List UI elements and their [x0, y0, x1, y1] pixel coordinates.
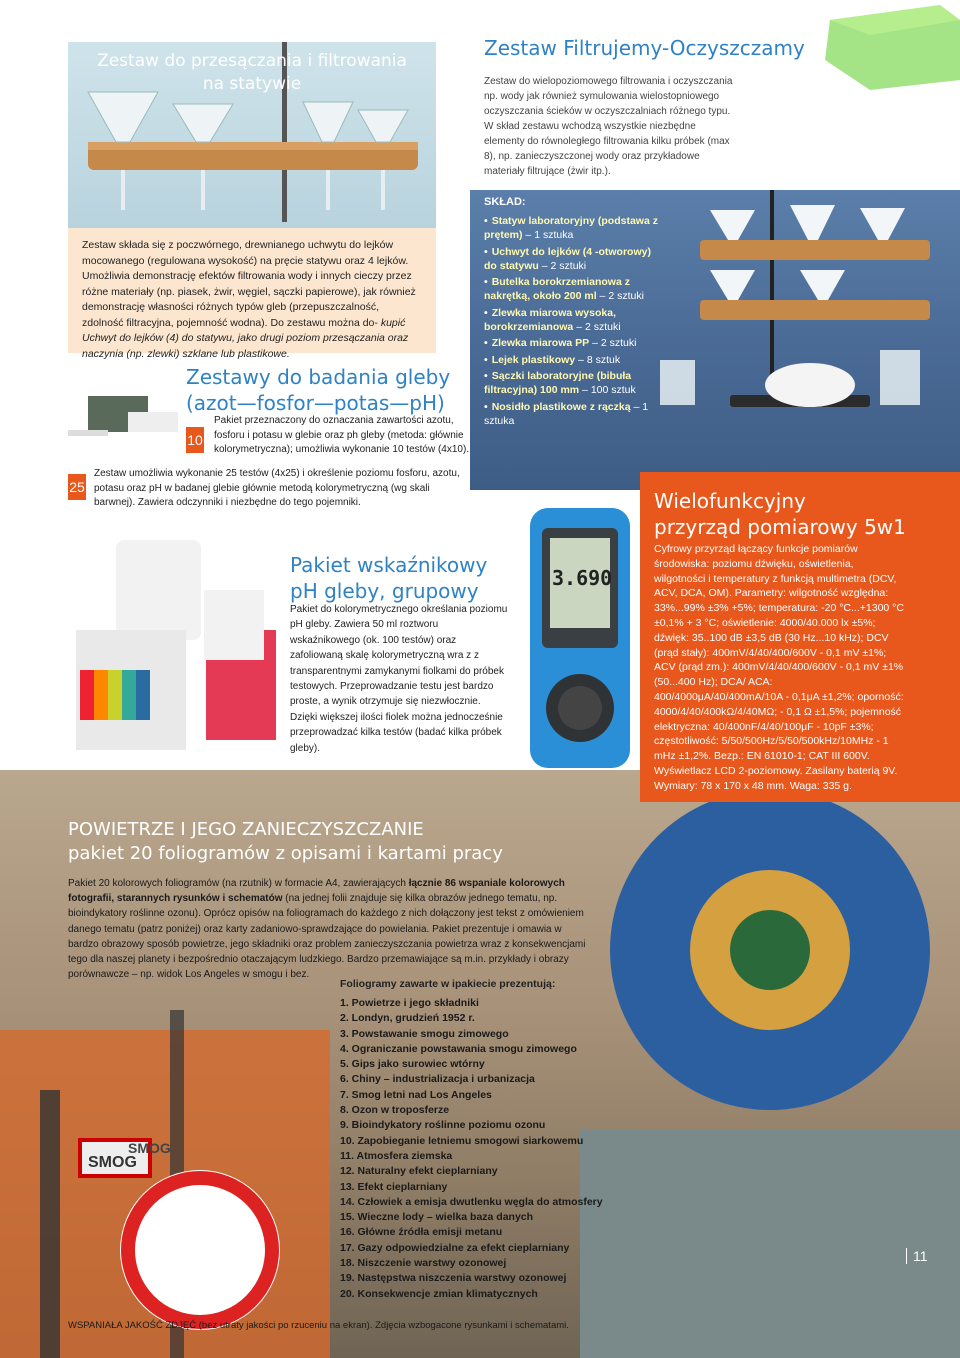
sklad-item-qty: – 100 sztuk [579, 384, 636, 396]
foliogram-list-item: 17. Gazy odpowiedzialne za efekt cieplarniany [340, 1241, 570, 1254]
smog-sign-text-1: SMOG [128, 1140, 171, 1156]
powietrze-section [68, 818, 588, 982]
ph-kit-photo [66, 530, 291, 760]
filtrujemy-description: Zestaw do wielopoziomowego filtrowania i oczyszczania np. wody jak również symulowania wielostopniowego oczyszczania ścieków w oczyszczalniach różnego typu. W skład zestawu wchodzą wszystkie niezbędne elementy do równoległego filtrowania kilku próbek (max 8), np. zanieczyszczonej wody oraz przykładowe materiały filtrujące (żwir itp.). [484, 76, 733, 177]
filter-description-box [68, 228, 436, 360]
ph-title-line1: Pakiet wskaźnikowy [290, 553, 488, 577]
foliogram-list-item: 15. Wieczne lody – wielka baza danych [340, 1211, 534, 1224]
multimeter-photo [520, 508, 640, 768]
sklad-item [484, 400, 659, 428]
ph-title-line2: pH gleby, grupowy [290, 579, 479, 603]
foliogram-list-item: 2. Londyn, grudzień 1952 r. [340, 1012, 475, 1025]
foliogram-list-item: 20. Konsekwencje zmian klimatycznych [340, 1287, 538, 1300]
foliogram-list-item: 3. Powstawanie smogu zimowego [340, 1027, 509, 1040]
sklad-item [484, 369, 659, 397]
foliogram-list-item: 4. Ograniczanie powstawania smogu zimowego [340, 1042, 577, 1055]
sklad-item-name: Uchwyt do lejków (4 -otworowy) do statywu [484, 245, 651, 272]
soil-test-kit-photo [68, 392, 180, 448]
sklad-item-name: Butelka borokrzemianowa z nakrętką, około 200 ml [484, 276, 630, 302]
gleba-text-25: Zestaw umożliwia wykonanie 25 testów (4x25) i określenie poziomu fosforu, azotu, potasu oraz pH w badanej glebie głównie metodą kolorymetryczną (wg skali barwnej). Zawiera odczynniki i niezbędne do tego pojemniki. [94, 468, 460, 508]
filter-description: Zestaw składa się z poczwórnego, drewnianego uchwytu do lejków mocowanego (regulowana wysokość) na pręcie statywu oraz 4 lejków. Umożliwia demonstrację efektów filtrowania wody i innych cieczy przez różne materiały (np. piasek, żwir, węgiel, sączki papierowe), jak również demonstrację własności różnych typów gleb (przepuszczalność, zdolność filtracyjna, pojemność wodna). Do zestawu można do- [82, 239, 416, 329]
foliogram-list-item: 14. Człowiek a emisja dwutlenku węgla do atmosfery [340, 1195, 603, 1208]
bullet-icon: • [484, 215, 488, 227]
sklad-item-name: Nosidło plastikowe z rączką [491, 400, 631, 413]
powietrze-p-start: Pakiet 20 kolorowych foliogramów (na rzutnik) w formacie A4, zawierających [68, 878, 409, 889]
badge-10: 10 [186, 427, 204, 453]
foliogram-list-item: 9. Bioindykatory roślinne poziomu ozonu [340, 1119, 546, 1132]
foliogram-list-item: 5. Gips jako surowiec wtórny [340, 1058, 485, 1071]
bullet-icon: • [484, 306, 488, 319]
bullet-icon: • [484, 245, 488, 258]
filtrujemy-header [470, 0, 960, 190]
filter-title-line2: na statywie [202, 74, 302, 94]
sklad-item-qty: – 2 sztuki [589, 337, 637, 349]
sklad-item-name: Statyw laboratoryjny (podstawa z prętem) [484, 215, 658, 241]
sklad-item-qty: – 2 sztuki [538, 259, 587, 272]
foliogram-list-block [340, 978, 603, 1302]
sklad-item-qty: – 2 sztuki [573, 320, 621, 333]
foliogram-list-item: 10. Zapobieganie letniemu smogowi siarkowemu [340, 1134, 584, 1147]
foliogram-list-item: 13. Efekt cieplarniany [340, 1180, 448, 1193]
bullet-icon: • [484, 276, 488, 288]
bullet-icon: • [484, 370, 488, 382]
gleba-title-line1: Zestawy do badania gleby [186, 365, 451, 389]
foliogram-list-item: 11. Atmosfera ziemska [340, 1149, 453, 1162]
sklad-item-qty: – 1 sztuka [522, 229, 574, 241]
foliogram-list-item: 18. Niszczenie warstwy ozonowej [340, 1257, 507, 1270]
powietrze-p-rest: (na jednej folii znajduje się kilka obrazów jednego tematu, np. bioindykatory roślinne ozonu). Oprócz opisów na foliogramach do każdego z nich dołączony jest tekst z omówieniem danego tematu (patrz poniżej) oraz karty zadaniowo-sprawdzające do powielania. Pakiet prezentuje i omawia w bardzo obrazowy sposób powietrze, jego składniki oraz problem zanieczyszczania powietrza wraz z konsekwencjami tego dla naszej planety i bezpośrednio otaczającym ludzkiego. Bardzo przemawiające są m.in. przykłady i obrazy porównawcze – np. widok Los Angeles w smogu i bez. [68, 893, 586, 981]
meter-title-line2: przyrząd pomiarowy 5w1 [654, 515, 906, 539]
foliogram-list-title: Foliogramy zawarte w ipakiecie prezentują: [340, 978, 556, 990]
bullet-icon: • [484, 353, 488, 366]
sklad-item [484, 214, 659, 242]
filtrujemy-title: Zestaw Filtrujemy-Oczyszczamy [484, 36, 805, 60]
multimeter-panel [640, 472, 960, 802]
smog-sign-text-2: SMOG [88, 1154, 137, 1171]
foliogram-list-item: 12. Naturalny efekt cieplarniany [340, 1165, 498, 1178]
sklad-item [484, 353, 659, 367]
powietrze-title-line2: pakiet 20 foliogramów z opisami i kartami pracy [68, 843, 503, 864]
bullet-icon: • [484, 337, 488, 349]
sklad-item [484, 245, 659, 273]
foliogram-list [340, 996, 603, 1302]
sklad-item-name: Zlewka miarowa wysoka, borokrzemianowa [484, 306, 616, 333]
foliogram-list-item: 16. Główne źródła emisji metanu [340, 1226, 503, 1239]
bullet-icon: • [484, 400, 488, 413]
meter-description: Cyfrowy przyrząd łączący funkcje pomiarów środowiska: poziomu dźwięku, oświetlenia, wilgotności i temperatury z funkcją multimetra (DCV, ACV, DCA, OM). Parametry: wilgotność względna: 33%...99% ±3% +5%; temperatura: -20 °C...+1300 °C ±0,1% + 3 °C; oświetlenie: 4000/40.000 lx ±5%; dźwięk: 35..100 dB ±3,5 dB (30 Hz...10 kHz); DCV (prąd stały): 400mV/4/40/400/600V - 0,1 mV ±1%; ACV (prąd zm.): 400mV/4/40/400/600V - 0,1 mV ±1% (50...400 Hz); DCA/ ACA: 400/4000μA/40/400mA/10A - 0,1μA ±1,2%; oporność: 4000/4/40/400kΩ/4/40MΩ; - 0,1 Ω ±1,5%; pojemność elektryczna: 40/400nF/4/40/100μF - 10pF ±3%; częstotliwość: 5/50/500Hz/5/50/500kHz/10MHz - 1 mHz ±1,2%. Bezp.: EN 61010-1; CAT III 600V. Wyświetlacz LCD 2-poziomowy. Zasilany baterią 9V. Wymiary: 78 x 170 x 48 mm. Waga: 335 g. [654, 543, 904, 792]
sklad-item [484, 275, 659, 303]
footer-rest: (bez utraty jakości po rzuceniu na ekran). Zdjęcia wzbogacone rysunkami i schematami. [196, 1320, 569, 1331]
foliogram-list-item: 7. Smog letni nad Los Angeles [340, 1088, 492, 1101]
page-number: 11 [906, 1248, 928, 1264]
sklad-item-name: Zlewka miarowa PP [491, 337, 590, 349]
sklad-item-name: Lejek plastikowy [491, 353, 576, 366]
gleba-title-line2: (azot—fosfor—potas—pH) [186, 391, 445, 415]
badge-25: 25 [68, 474, 86, 500]
footer-bold: WSPANIAŁA JAKOŚĆ ZDJĘĆ [68, 1320, 197, 1331]
sklad-item [484, 336, 659, 350]
sklad-title: SKŁAD: [484, 196, 526, 208]
sklad-item-name: Sączki laboratoryjne (bibuła filtracyjna) 100 mm [484, 370, 632, 396]
sklad-item-qty: – 2 sztuki [596, 290, 644, 302]
sklad-list [484, 214, 659, 430]
meter-display: 3.690 [552, 566, 613, 590]
filter-description-italic: kupić Uchwyt do lejków (4) do statywu, jako drugi poziom przesączania oraz naczynia (np. zlewki) szklane lub plastikowe. [82, 316, 409, 360]
gleba-text-10: Pakiet przeznaczony do oznaczania zawartości azotu, fosforu i potasu w glebie oraz ph gleby (metoda: głównie kolorymetryczna); umożliwia wykonanie 10 testów (4x10). [214, 415, 470, 455]
meter-title-line1: Wielofunkcyjny [654, 489, 806, 513]
sklad-item [484, 306, 659, 334]
sklad-item-qty: – 1 sztuka [484, 400, 649, 427]
foliogram-list-item: 1. Powietrze i jego składniki [340, 997, 479, 1009]
sklad-panel [470, 190, 960, 490]
foliogram-list-item: 8. Ozon w troposferze [340, 1104, 450, 1117]
foliogram-list-item: 19. Następstwa niszczenia warstwy ozonowej [340, 1272, 567, 1285]
sklad-item-qty: – 8 sztuk [575, 353, 621, 366]
foliogram-list-item: 6. Chiny – industrializacja i urbanizacja [340, 1073, 535, 1086]
powietrze-p-bold: łącznie 86 wspaniale kolorowych fotografii, starannych rysunków i schematów [68, 878, 565, 905]
filter-kit-panel [68, 42, 436, 360]
powietrze-title-line1: POWIETRZE I JEGO ZANIECZYSZCZANIE [68, 819, 424, 840]
filter-title-line1: Zestaw do przesączania i filtrowania [97, 51, 407, 71]
ph-description: Pakiet do kolorymetrycznego określania poziomu pH gleby. Zawiera 50 ml roztworu wskaźnikowego (ok. 100 testów) oraz zafoliowaną skalę kolorymetryczną wra z z transparentnymi zamykanymi fiolkami do próbek testowych. Przeprowadzanie testu jest bardzo proste, a wynik otrzymuje się niezwłocznie. Dzięki większej ilości fiolek można jednocześnie przeprowadzać kilka testów (badać kilka próbek gleby). [290, 604, 508, 754]
